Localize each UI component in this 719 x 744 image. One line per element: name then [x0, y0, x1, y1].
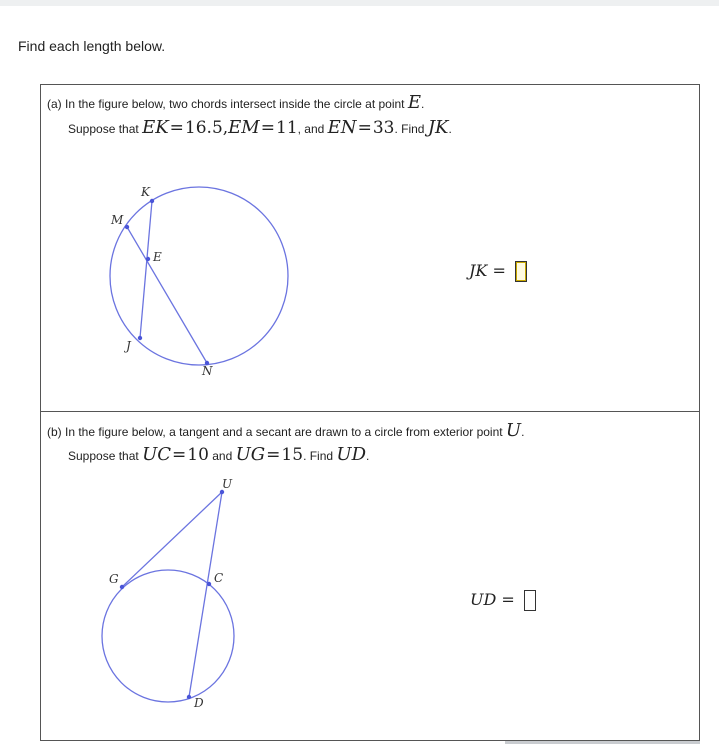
given-en-value: 33: [372, 118, 395, 138]
part-b-prompt-text: (b) In the figure below, a tangent and a secant are drawn to a circle from exterior point: [47, 425, 506, 439]
tangent-secant-figure: [41, 412, 701, 742]
part-b-panel: [40, 411, 700, 741]
given-and: , and: [297, 122, 328, 136]
given-uc-value: 10: [187, 445, 209, 465]
answer-ud-equals: =: [501, 590, 515, 609]
point-c: [207, 582, 211, 586]
label-g: G: [109, 572, 119, 586]
circle-a: [110, 187, 288, 365]
answer-ud: [470, 590, 536, 611]
answer-jk-label: JK: [469, 261, 488, 280]
answer-jk: [469, 261, 527, 282]
label-k: K: [141, 185, 150, 199]
given-and-b: and: [208, 449, 236, 463]
label-n: N: [202, 364, 213, 378]
given-uc-var: UC: [142, 444, 172, 465]
label-j: J: [126, 339, 131, 353]
secant-ud: [189, 492, 222, 697]
given-ek-value: 16.5: [184, 118, 223, 138]
given-ug-value: 15: [281, 445, 304, 465]
part-a-find: . Find: [394, 122, 428, 136]
label-m: M: [111, 213, 124, 227]
find-jk-var: JK: [427, 117, 449, 138]
point-e-var: E: [407, 92, 421, 113]
part-b-find: . Find: [303, 449, 337, 463]
point-g: [120, 585, 124, 589]
part-a-end: .: [448, 122, 452, 136]
given-en-var: EN: [327, 117, 357, 138]
point-d: [187, 695, 191, 699]
answer-jk-equals: =: [492, 261, 506, 280]
ud-answer-input[interactable]: [524, 590, 536, 611]
part-a-panel: [40, 84, 700, 412]
given-em-var: EM: [228, 117, 260, 138]
part-a-given: Suppose that EK=16.5,EM=11, and EN=33. Find JK.: [68, 117, 452, 138]
part-b-end: .: [366, 449, 370, 463]
label-d: D: [194, 696, 204, 710]
page-heading: Find each length below.: [18, 38, 166, 54]
circle-b: [102, 570, 234, 702]
label-u: U: [222, 477, 233, 491]
point-j: [138, 336, 142, 340]
find-ud-var: UD: [336, 444, 367, 465]
tangent-ug: [122, 492, 222, 587]
label-e: E: [153, 250, 162, 264]
point-u-var: U: [505, 420, 522, 441]
point-k: [150, 199, 154, 203]
given-ug-var: UG: [235, 444, 266, 465]
part-a-suppose: Suppose that: [68, 122, 143, 136]
chord-jk: [140, 201, 152, 338]
part-b-prompt-end: .: [521, 425, 525, 439]
jk-answer-input[interactable]: [515, 261, 527, 282]
given-ek-var: EK: [142, 117, 169, 138]
top-bar: [0, 0, 719, 6]
part-b-suppose: Suppose that: [68, 449, 143, 463]
chord-figure: [41, 85, 701, 413]
point-e: [146, 257, 150, 261]
part-a-prompt-text: (a) In the figure below, two chords intersect inside the circle at point: [47, 97, 408, 111]
point-m: [125, 225, 129, 229]
given-sep: ,: [222, 118, 229, 138]
part-b-given: Suppose that UC=10 and UG=15. Find UD.: [68, 444, 370, 465]
answer-ud-label: UD: [470, 590, 497, 609]
label-c: C: [214, 571, 224, 585]
given-em-value: 11: [276, 118, 298, 138]
part-a-prompt-end: .: [421, 97, 425, 111]
